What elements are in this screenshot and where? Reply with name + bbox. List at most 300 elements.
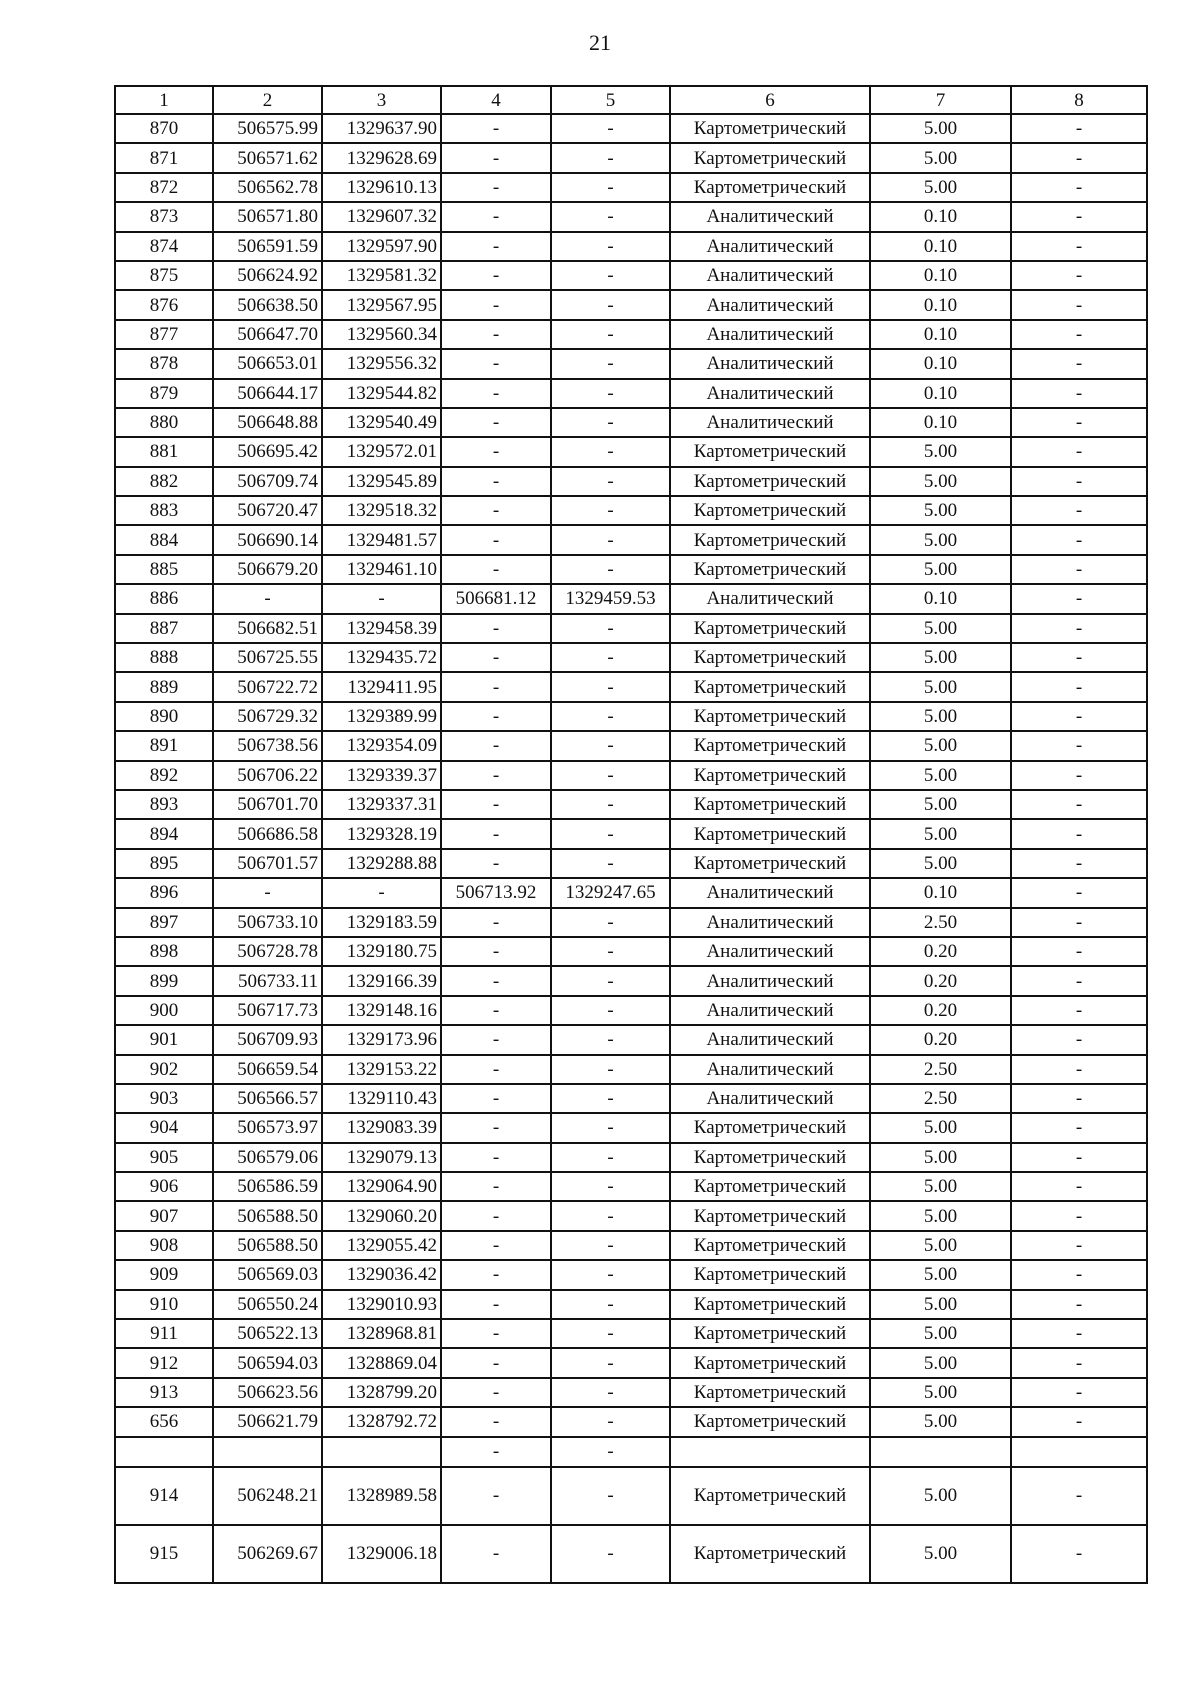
table-row <box>115 937 1147 966</box>
table-cell-col-8: - <box>1011 261 1147 290</box>
table-cell-col-1: 887 <box>115 614 213 643</box>
table-cell-col-1: 885 <box>115 555 213 584</box>
table-cell-col-6: Картометрический <box>670 1231 870 1260</box>
table-cell-col-2: 506725.55 <box>213 643 322 672</box>
table-cell-col-2: 506269.67 <box>213 1525 322 1583</box>
table-cell-col-3: 1329180.75 <box>322 937 441 966</box>
table-cell-col-3: 1329083.39 <box>322 1113 441 1142</box>
table-cell-col-1: 907 <box>115 1201 213 1230</box>
table-row <box>115 878 1147 907</box>
table-row <box>115 819 1147 848</box>
table-cell-col-7: 5.00 <box>870 173 1011 202</box>
column-header-4: 4 <box>441 86 551 114</box>
table-cell-col-5: - <box>551 261 670 290</box>
table-cell-col-1 <box>115 1437 213 1467</box>
table-cell-col-7: 5.00 <box>870 614 1011 643</box>
table-cell-col-5: - <box>551 555 670 584</box>
table-cell-col-1: 895 <box>115 849 213 878</box>
table-cell-col-2: 506573.97 <box>213 1113 322 1142</box>
table-cell-col-4: - <box>441 1348 551 1377</box>
table-row <box>115 437 1147 466</box>
table-cell-col-1: 904 <box>115 1113 213 1142</box>
table-cell-col-4: - <box>441 467 551 496</box>
table-cell-col-5: - <box>551 114 670 143</box>
table-cell-col-8: - <box>1011 525 1147 554</box>
table-cell-col-8: - <box>1011 1290 1147 1319</box>
table-cell-col-7: 0.10 <box>870 261 1011 290</box>
table-cell-col-4: - <box>441 1290 551 1319</box>
table-row <box>115 467 1147 496</box>
table-cell-col-3: 1329337.31 <box>322 790 441 819</box>
table-cell-col-1: 882 <box>115 467 213 496</box>
table-cell-col-5: - <box>551 232 670 261</box>
table-cell-col-1: 873 <box>115 202 213 231</box>
table-cell-col-4: - <box>441 1319 551 1348</box>
table-cell-col-5: - <box>551 349 670 378</box>
table-cell-col-7: 5.00 <box>870 437 1011 466</box>
table-cell-col-5: - <box>551 173 670 202</box>
table-cell-col-5: - <box>551 1231 670 1260</box>
table-cell-col-2: 506623.56 <box>213 1378 322 1407</box>
column-header-3: 3 <box>322 86 441 114</box>
table-row <box>115 849 1147 878</box>
table-cell-col-8: - <box>1011 1143 1147 1172</box>
table-cell-col-5: - <box>551 849 670 878</box>
table-row <box>115 1378 1147 1407</box>
table-cell-col-4: - <box>441 643 551 672</box>
table-cell-col-8: - <box>1011 114 1147 143</box>
table-cell-col-3: 1329079.13 <box>322 1143 441 1172</box>
table-cell-col-3: 1329556.32 <box>322 349 441 378</box>
table-row <box>115 1319 1147 1348</box>
table-cell-col-5: 1329459.53 <box>551 584 670 613</box>
table-cell-col-1: 912 <box>115 1348 213 1377</box>
table-cell-col-4: - <box>441 761 551 790</box>
table-cell-col-2: 506591.59 <box>213 232 322 261</box>
table-cell-col-6: Картометрический <box>670 761 870 790</box>
table-cell-col-7: 5.00 <box>870 1467 1011 1525</box>
table-cell-col-2: 506690.14 <box>213 525 322 554</box>
table-cell-col-4: - <box>441 1260 551 1289</box>
table-cell-col-6: Аналитический <box>670 584 870 613</box>
table-cell-col-1: 909 <box>115 1260 213 1289</box>
table-cell-col-1: 870 <box>115 114 213 143</box>
table-cell-col-4: - <box>441 1113 551 1142</box>
table-cell-col-5: - <box>551 1290 670 1319</box>
table-cell-col-1: 656 <box>115 1407 213 1436</box>
table-row <box>115 261 1147 290</box>
table-cell-col-2: 506720.47 <box>213 496 322 525</box>
table-cell-col-3: 1328869.04 <box>322 1348 441 1377</box>
table-cell-col-8: - <box>1011 1025 1147 1054</box>
table-cell-col-5: - <box>551 672 670 701</box>
table-cell-col-7: 0.10 <box>870 408 1011 437</box>
table-cell-col-8: - <box>1011 143 1147 172</box>
table-cell-col-6: Аналитический <box>670 379 870 408</box>
table-cell-col-7: 5.00 <box>870 1290 1011 1319</box>
table-cell-col-6: Картометрический <box>670 1290 870 1319</box>
table-row <box>115 290 1147 319</box>
table-cell-col-3: 1329435.72 <box>322 643 441 672</box>
table-row <box>115 1260 1147 1289</box>
table-row <box>115 496 1147 525</box>
table-row <box>115 320 1147 349</box>
table-cell-col-5: - <box>551 1084 670 1113</box>
table-row <box>115 1113 1147 1142</box>
table-cell-col-5: - <box>551 1348 670 1377</box>
table-cell-col-5: - <box>551 1143 670 1172</box>
table-cell-col-3: 1329597.90 <box>322 232 441 261</box>
table-cell-col-5: - <box>551 467 670 496</box>
table-cell-col-8: - <box>1011 996 1147 1025</box>
table-cell-col-4: - <box>441 379 551 408</box>
table-cell-col-5: - <box>551 1467 670 1525</box>
table-cell-col-1: 905 <box>115 1143 213 1172</box>
table-row <box>115 1437 1147 1467</box>
table-cell-col-1: 913 <box>115 1378 213 1407</box>
table-cell-col-7: 5.00 <box>870 1143 1011 1172</box>
table-cell-col-2: 506729.32 <box>213 702 322 731</box>
table-cell-col-2: 506659.54 <box>213 1055 322 1084</box>
column-header-8: 8 <box>1011 86 1147 114</box>
table-cell-col-3: 1329060.20 <box>322 1201 441 1230</box>
table-cell-col-7: 5.00 <box>870 731 1011 760</box>
table-cell-col-6: Картометрический <box>670 1348 870 1377</box>
table-cell-col-6: Картометрический <box>670 496 870 525</box>
table-cell-col-8: - <box>1011 1467 1147 1525</box>
table-cell-col-3 <box>322 1437 441 1467</box>
table-cell-col-2: 506579.06 <box>213 1143 322 1172</box>
table-cell-col-7: 0.20 <box>870 966 1011 995</box>
table-cell-col-3: 1329545.89 <box>322 467 441 496</box>
table-cell-col-2: 506575.99 <box>213 114 322 143</box>
table-cell-col-5: - <box>551 790 670 819</box>
table-cell-col-6: Картометрический <box>670 614 870 643</box>
table-cell-col-5: - <box>551 702 670 731</box>
table-cell-col-7: 5.00 <box>870 702 1011 731</box>
table-cell-col-2: 506686.58 <box>213 819 322 848</box>
table-cell-col-1: 899 <box>115 966 213 995</box>
table-cell-col-4: - <box>441 819 551 848</box>
column-header-5: 5 <box>551 86 670 114</box>
table-cell-col-4: - <box>441 290 551 319</box>
table-cell-col-6: Аналитический <box>670 320 870 349</box>
table-cell-col-4: - <box>441 731 551 760</box>
table-cell-col-2: 506550.24 <box>213 1290 322 1319</box>
table-row <box>115 584 1147 613</box>
table-row <box>115 173 1147 202</box>
table-cell-col-7: 5.00 <box>870 790 1011 819</box>
table-cell-col-8: - <box>1011 643 1147 672</box>
table-cell-col-3: 1329481.57 <box>322 525 441 554</box>
table-cell-col-8: - <box>1011 584 1147 613</box>
table-cell-col-5: - <box>551 1437 670 1467</box>
table-cell-col-2: 506248.21 <box>213 1467 322 1525</box>
table-cell-col-7: 0.20 <box>870 996 1011 1025</box>
table-cell-col-1: 889 <box>115 672 213 701</box>
table-cell-col-8: - <box>1011 1113 1147 1142</box>
table-cell-col-3: 1328792.72 <box>322 1407 441 1436</box>
table-cell-col-3: 1329544.82 <box>322 379 441 408</box>
table-cell-col-2: 506733.10 <box>213 908 322 937</box>
table-cell-col-7 <box>870 1437 1011 1467</box>
table-cell-col-1: 901 <box>115 1025 213 1054</box>
table-cell-col-8: - <box>1011 320 1147 349</box>
table-cell-col-2: 506562.78 <box>213 173 322 202</box>
table-cell-col-6: Аналитический <box>670 232 870 261</box>
table-cell-col-1: 915 <box>115 1525 213 1583</box>
table-cell-col-2: 506624.92 <box>213 261 322 290</box>
table-cell-col-1: 896 <box>115 878 213 907</box>
table-row <box>115 1467 1147 1525</box>
table-cell-col-8 <box>1011 1437 1147 1467</box>
table-cell-col-7: 0.10 <box>870 290 1011 319</box>
table-cell-col-3: 1329153.22 <box>322 1055 441 1084</box>
table-cell-col-6: Аналитический <box>670 996 870 1025</box>
table-cell-col-3: 1329339.37 <box>322 761 441 790</box>
table-cell-col-1: 884 <box>115 525 213 554</box>
table-cell-col-6: Картометрический <box>670 849 870 878</box>
table-cell-col-2: 506569.03 <box>213 1260 322 1289</box>
table-cell-col-7: 5.00 <box>870 555 1011 584</box>
table-cell-col-5: - <box>551 1172 670 1201</box>
table-cell-col-4: - <box>441 1172 551 1201</box>
table-cell-col-7: 5.00 <box>870 467 1011 496</box>
table-cell-col-8: - <box>1011 173 1147 202</box>
table-cell-col-5: - <box>551 143 670 172</box>
table-cell-col-2: 506717.73 <box>213 996 322 1025</box>
table-cell-col-8: - <box>1011 349 1147 378</box>
table-cell-col-5: - <box>551 1201 670 1230</box>
table-cell-col-4: - <box>441 996 551 1025</box>
table-cell-col-7: 2.50 <box>870 908 1011 937</box>
table-cell-col-2: 506647.70 <box>213 320 322 349</box>
table-cell-col-8: - <box>1011 1319 1147 1348</box>
table-row <box>115 1348 1147 1377</box>
table-row <box>115 1525 1147 1583</box>
table-cell-col-1: 880 <box>115 408 213 437</box>
table-cell-col-2: 506648.88 <box>213 408 322 437</box>
table-row <box>115 1290 1147 1319</box>
table-cell-col-1: 910 <box>115 1290 213 1319</box>
table-cell-col-4: - <box>441 1084 551 1113</box>
table-cell-col-4: - <box>441 408 551 437</box>
table-cell-col-5: - <box>551 937 670 966</box>
table-cell-col-6: Картометрический <box>670 437 870 466</box>
table-cell-col-8: - <box>1011 290 1147 319</box>
table-cell-col-5: - <box>551 202 670 231</box>
table-cell-col-8: - <box>1011 672 1147 701</box>
table-cell-col-8: - <box>1011 1231 1147 1260</box>
table-cell-col-2: 506738.56 <box>213 731 322 760</box>
table-cell-col-4: - <box>441 173 551 202</box>
table-cell-col-7: 0.20 <box>870 1025 1011 1054</box>
coordinates-table <box>114 85 1148 1584</box>
table-cell-col-6: Картометрический <box>670 1201 870 1230</box>
table-cell-col-8: - <box>1011 1348 1147 1377</box>
table-cell-col-7: 5.00 <box>870 819 1011 848</box>
table-cell-col-2: 506733.11 <box>213 966 322 995</box>
table-row <box>115 731 1147 760</box>
table-cell-col-4: - <box>441 349 551 378</box>
table-cell-col-2: 506728.78 <box>213 937 322 966</box>
table-cell-col-3: 1329110.43 <box>322 1084 441 1113</box>
table-cell-col-6: Картометрический <box>670 672 870 701</box>
table-cell-col-6: Картометрический <box>670 643 870 672</box>
table-cell-col-7: 0.10 <box>870 379 1011 408</box>
table-cell-col-5: - <box>551 290 670 319</box>
table-cell-col-8: - <box>1011 555 1147 584</box>
table-cell-col-5: - <box>551 320 670 349</box>
table-row <box>115 996 1147 1025</box>
column-header-7: 7 <box>870 86 1011 114</box>
table-cell-col-2: 506695.42 <box>213 437 322 466</box>
table-cell-col-2: 506522.13 <box>213 1319 322 1348</box>
table-cell-col-1: 876 <box>115 290 213 319</box>
table-cell-col-6: Картометрический <box>670 1113 870 1142</box>
table-cell-col-1: 908 <box>115 1231 213 1260</box>
table-cell-col-2 <box>213 1437 322 1467</box>
table-cell-col-2: 506594.03 <box>213 1348 322 1377</box>
table-row <box>115 908 1147 937</box>
table-cell-col-8: - <box>1011 614 1147 643</box>
table-cell-col-7: 5.00 <box>870 1319 1011 1348</box>
table-cell-col-3: 1329055.42 <box>322 1231 441 1260</box>
table-cell-col-4: 506681.12 <box>441 584 551 613</box>
table-cell-col-4: - <box>441 849 551 878</box>
table-cell-col-4: - <box>441 1407 551 1436</box>
table-cell-col-6: Картометрический <box>670 1407 870 1436</box>
table-cell-col-6: Картометрический <box>670 173 870 202</box>
table-cell-col-8: - <box>1011 1201 1147 1230</box>
table-cell-col-1: 883 <box>115 496 213 525</box>
table-cell-col-6: Картометрический <box>670 1260 870 1289</box>
table-cell-col-7: 5.00 <box>870 114 1011 143</box>
table-cell-col-5: - <box>551 496 670 525</box>
table-cell-col-7: 0.10 <box>870 320 1011 349</box>
table-cell-col-4: - <box>441 702 551 731</box>
table-cell-col-3: 1329567.95 <box>322 290 441 319</box>
table-cell-col-3: 1329628.69 <box>322 143 441 172</box>
table-cell-col-7: 5.00 <box>870 643 1011 672</box>
table-row <box>115 114 1147 143</box>
table-cell-col-4: - <box>441 614 551 643</box>
table-row <box>115 790 1147 819</box>
table-cell-col-6: Аналитический <box>670 1055 870 1084</box>
table-cell-col-7: 5.00 <box>870 496 1011 525</box>
table-row <box>115 1084 1147 1113</box>
table-cell-col-1: 890 <box>115 702 213 731</box>
table-cell-col-1: 871 <box>115 143 213 172</box>
table-row <box>115 761 1147 790</box>
table-cell-col-5: - <box>551 1260 670 1289</box>
table-cell-col-8: - <box>1011 202 1147 231</box>
table-cell-col-5: - <box>551 1319 670 1348</box>
table-row <box>115 614 1147 643</box>
table-row <box>115 702 1147 731</box>
table-cell-col-8: - <box>1011 966 1147 995</box>
page-number: 21 <box>589 30 611 55</box>
table-cell-col-6: Аналитический <box>670 937 870 966</box>
table-cell-col-6: Картометрический <box>670 790 870 819</box>
column-header-6: 6 <box>670 86 870 114</box>
table-cell-col-5: - <box>551 908 670 937</box>
table-cell-col-3: 1328989.58 <box>322 1467 441 1525</box>
table-cell-col-3: 1329288.88 <box>322 849 441 878</box>
table-row <box>115 1231 1147 1260</box>
table-cell-col-2: 506701.70 <box>213 790 322 819</box>
table-cell-col-7: 0.10 <box>870 349 1011 378</box>
table-cell-col-3: 1329560.34 <box>322 320 441 349</box>
table-cell-col-5: - <box>551 1055 670 1084</box>
table-cell-col-4: - <box>441 1143 551 1172</box>
table-cell-col-2: 506653.01 <box>213 349 322 378</box>
table-cell-col-5: - <box>551 1407 670 1436</box>
table-cell-col-7: 5.00 <box>870 1525 1011 1583</box>
table-cell-col-4: - <box>441 202 551 231</box>
table-cell-col-2: 506588.50 <box>213 1231 322 1260</box>
table-row <box>115 1407 1147 1436</box>
table-cell-col-8: - <box>1011 437 1147 466</box>
table-cell-col-3: 1329010.93 <box>322 1290 441 1319</box>
table-cell-col-4: - <box>441 555 551 584</box>
table-cell-col-7: 5.00 <box>870 1231 1011 1260</box>
table-cell-col-5: - <box>551 408 670 437</box>
table-cell-col-2: 506571.80 <box>213 202 322 231</box>
table-cell-col-1: 902 <box>115 1055 213 1084</box>
table-cell-col-3: 1329389.99 <box>322 702 441 731</box>
table-cell-col-1: 911 <box>115 1319 213 1348</box>
table-cell-col-3: 1329581.32 <box>322 261 441 290</box>
table-cell-col-8: - <box>1011 849 1147 878</box>
table-cell-col-3: 1329461.10 <box>322 555 441 584</box>
table-row <box>115 1201 1147 1230</box>
table-row <box>115 202 1147 231</box>
table-row <box>115 672 1147 701</box>
table-cell-col-6: Картометрический <box>670 1172 870 1201</box>
table-cell-col-6: Картометрический <box>670 1467 870 1525</box>
table-cell-col-2: 506709.93 <box>213 1025 322 1054</box>
table-cell-col-8: - <box>1011 1525 1147 1583</box>
table-cell-col-2: 506621.79 <box>213 1407 322 1436</box>
table-cell-col-6: Аналитический <box>670 261 870 290</box>
table-cell-col-5: - <box>551 1525 670 1583</box>
table-cell-col-4: - <box>441 672 551 701</box>
table-cell-col-7: 2.50 <box>870 1084 1011 1113</box>
table-cell-col-6: Аналитический <box>670 966 870 995</box>
table-cell-col-2: - <box>213 584 322 613</box>
table-cell-col-8: - <box>1011 1407 1147 1436</box>
table-cell-col-1: 875 <box>115 261 213 290</box>
table-cell-col-8: - <box>1011 496 1147 525</box>
table-cell-col-6: Картометрический <box>670 143 870 172</box>
table-cell-col-1: 874 <box>115 232 213 261</box>
table-cell-col-3: 1329354.09 <box>322 731 441 760</box>
table-cell-col-2: 506588.50 <box>213 1201 322 1230</box>
table-cell-col-2: - <box>213 878 322 907</box>
table-cell-col-6: Аналитический <box>670 908 870 937</box>
table-cell-col-4: - <box>441 1025 551 1054</box>
column-header-1: 1 <box>115 86 213 114</box>
table-cell-col-8: - <box>1011 379 1147 408</box>
table-cell-col-1: 892 <box>115 761 213 790</box>
table-cell-col-6: Картометрический <box>670 555 870 584</box>
table-cell-col-8: - <box>1011 731 1147 760</box>
table-cell-col-6: Картометрический <box>670 1319 870 1348</box>
table-cell-col-1: 903 <box>115 1084 213 1113</box>
table-cell-col-4: - <box>441 908 551 937</box>
table-cell-col-8: - <box>1011 1260 1147 1289</box>
